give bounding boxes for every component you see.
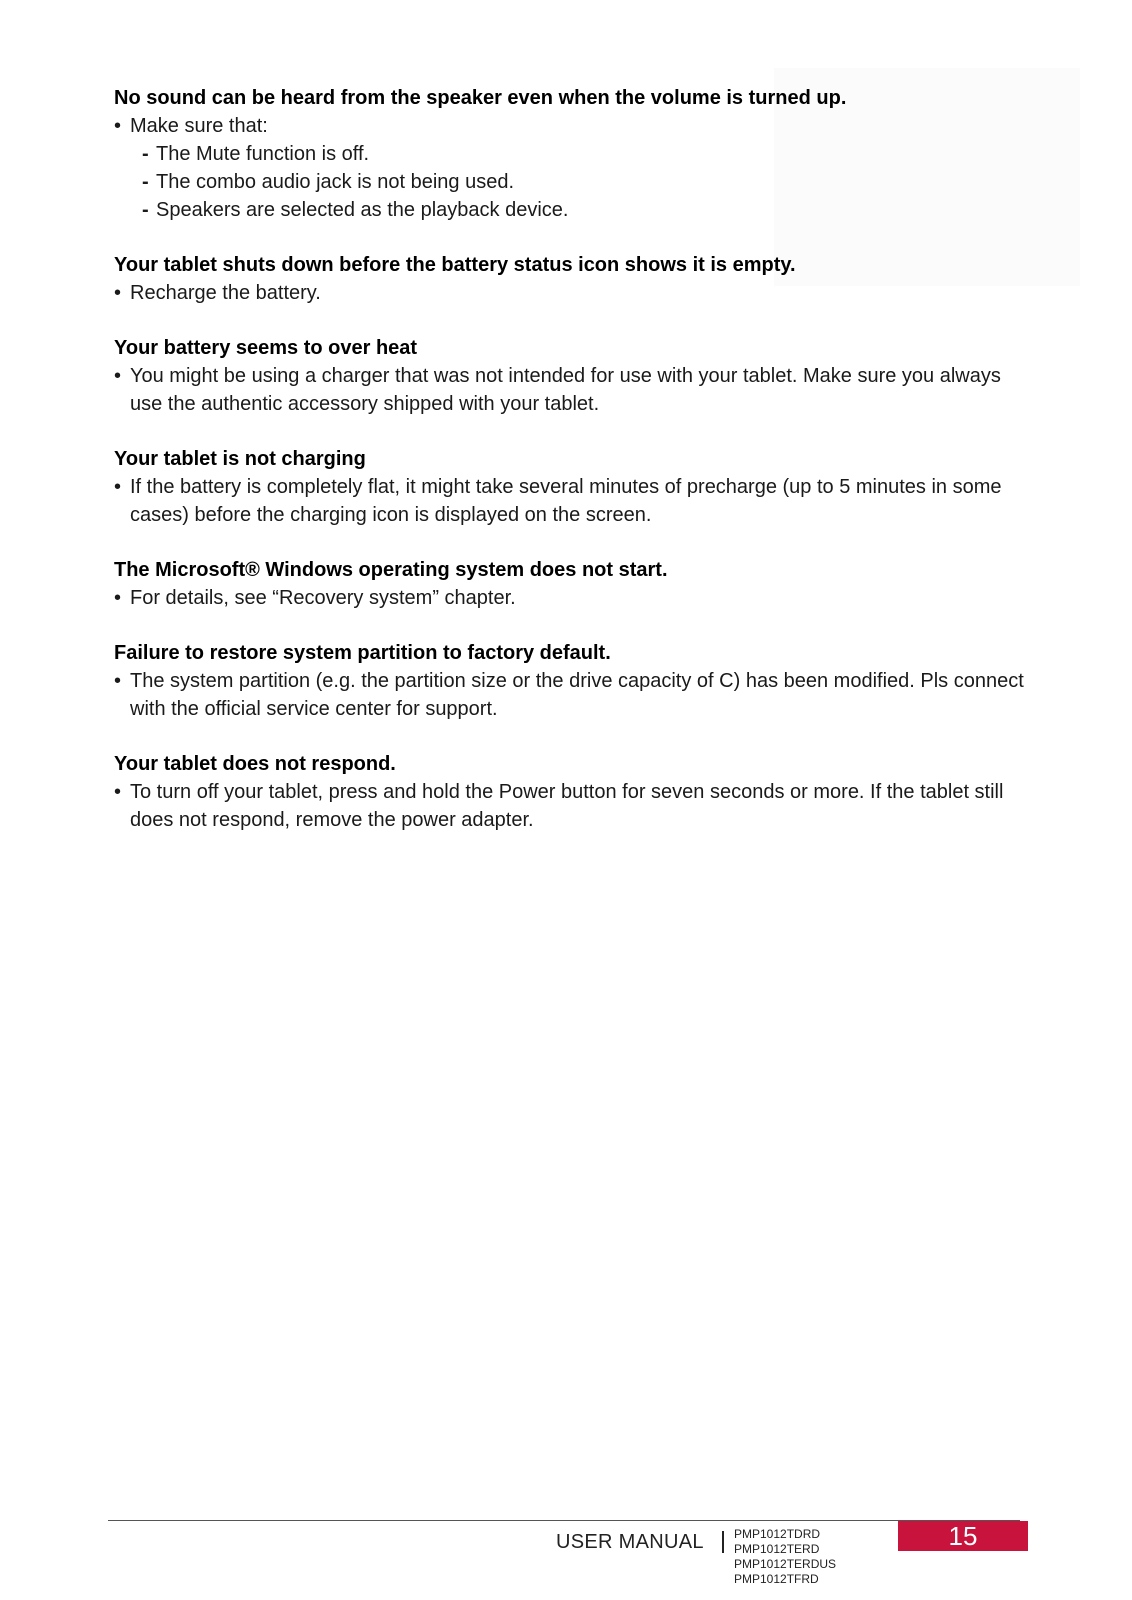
bullet-item: • Recharge the battery. [114, 279, 1034, 307]
section-no-sound [114, 84, 1034, 224]
section-heading: Failure to restore system partition to factory default. [114, 642, 611, 664]
dash-marker: - [142, 199, 149, 221]
bullet-item: • Make sure that: [114, 112, 1034, 140]
bullet-item: • For details, see “Recovery system” chapter. [114, 584, 1034, 612]
sub-item-text: The Mute function is off. [156, 143, 370, 165]
page-number: 15 [898, 1521, 1028, 1551]
footer-title: USER MANUAL [556, 1531, 704, 1553]
troubleshooting-content [114, 84, 1034, 861]
model-number: PMP1012TERDUS [734, 1557, 837, 1571]
model-number: PMP1012TDRD [734, 1527, 821, 1541]
model-number: PMP1012TFRD [734, 1572, 819, 1586]
section-heading: Your tablet is not charging [114, 448, 366, 470]
bullet-item: • You might be using a charger that was not intended for use with your tablet. Make sure you always use the authentic accessory shipped with your tablet. [114, 362, 1034, 418]
section-not-charging [114, 445, 1034, 529]
bullet-item: • To turn off your tablet, press and hold the Power button for seven seconds or more. If the tablet still does not respond, remove the power adapter. [114, 778, 1034, 834]
dash-marker: - [142, 171, 149, 193]
dash-marker: - [142, 143, 149, 165]
section-heading: The Microsoft® Windows operating system does not start. [114, 559, 668, 581]
section-not-responding [114, 750, 1034, 834]
section-windows-start [114, 556, 1034, 612]
section-heading: No sound can be heard from the speaker even when the volume is turned up. [114, 87, 847, 109]
sub-item [114, 196, 1034, 224]
section-heading: Your tablet shuts down before the battery status icon shows it is empty. [114, 254, 796, 276]
sub-item-text: Speakers are selected as the playback device. [156, 199, 569, 221]
section-restore-failure [114, 639, 1034, 723]
section-overheat [114, 334, 1034, 418]
bullet-item: • The system partition (e.g. the partition size or the drive capacity of C) has been modified. Pls connect with the official service center for support. [114, 667, 1034, 723]
section-heading: Your battery seems to over heat [114, 337, 418, 359]
sub-item-text: The combo audio jack is not being used. [156, 171, 514, 193]
sub-item [114, 140, 1034, 168]
bullet-item: • If the battery is completely flat, it might take several minutes of precharge (up to 5 minutes in some cases) before the charging icon is displayed on the screen. [114, 473, 1034, 529]
section-heading: Your tablet does not respond. [114, 753, 396, 775]
footer-divider [108, 1520, 1020, 1521]
model-number: PMP1012TERD [734, 1542, 820, 1556]
footer-separator [722, 1531, 724, 1553]
sub-item [114, 168, 1034, 196]
model-list [734, 1527, 836, 1587]
section-shutdown [114, 251, 1034, 307]
